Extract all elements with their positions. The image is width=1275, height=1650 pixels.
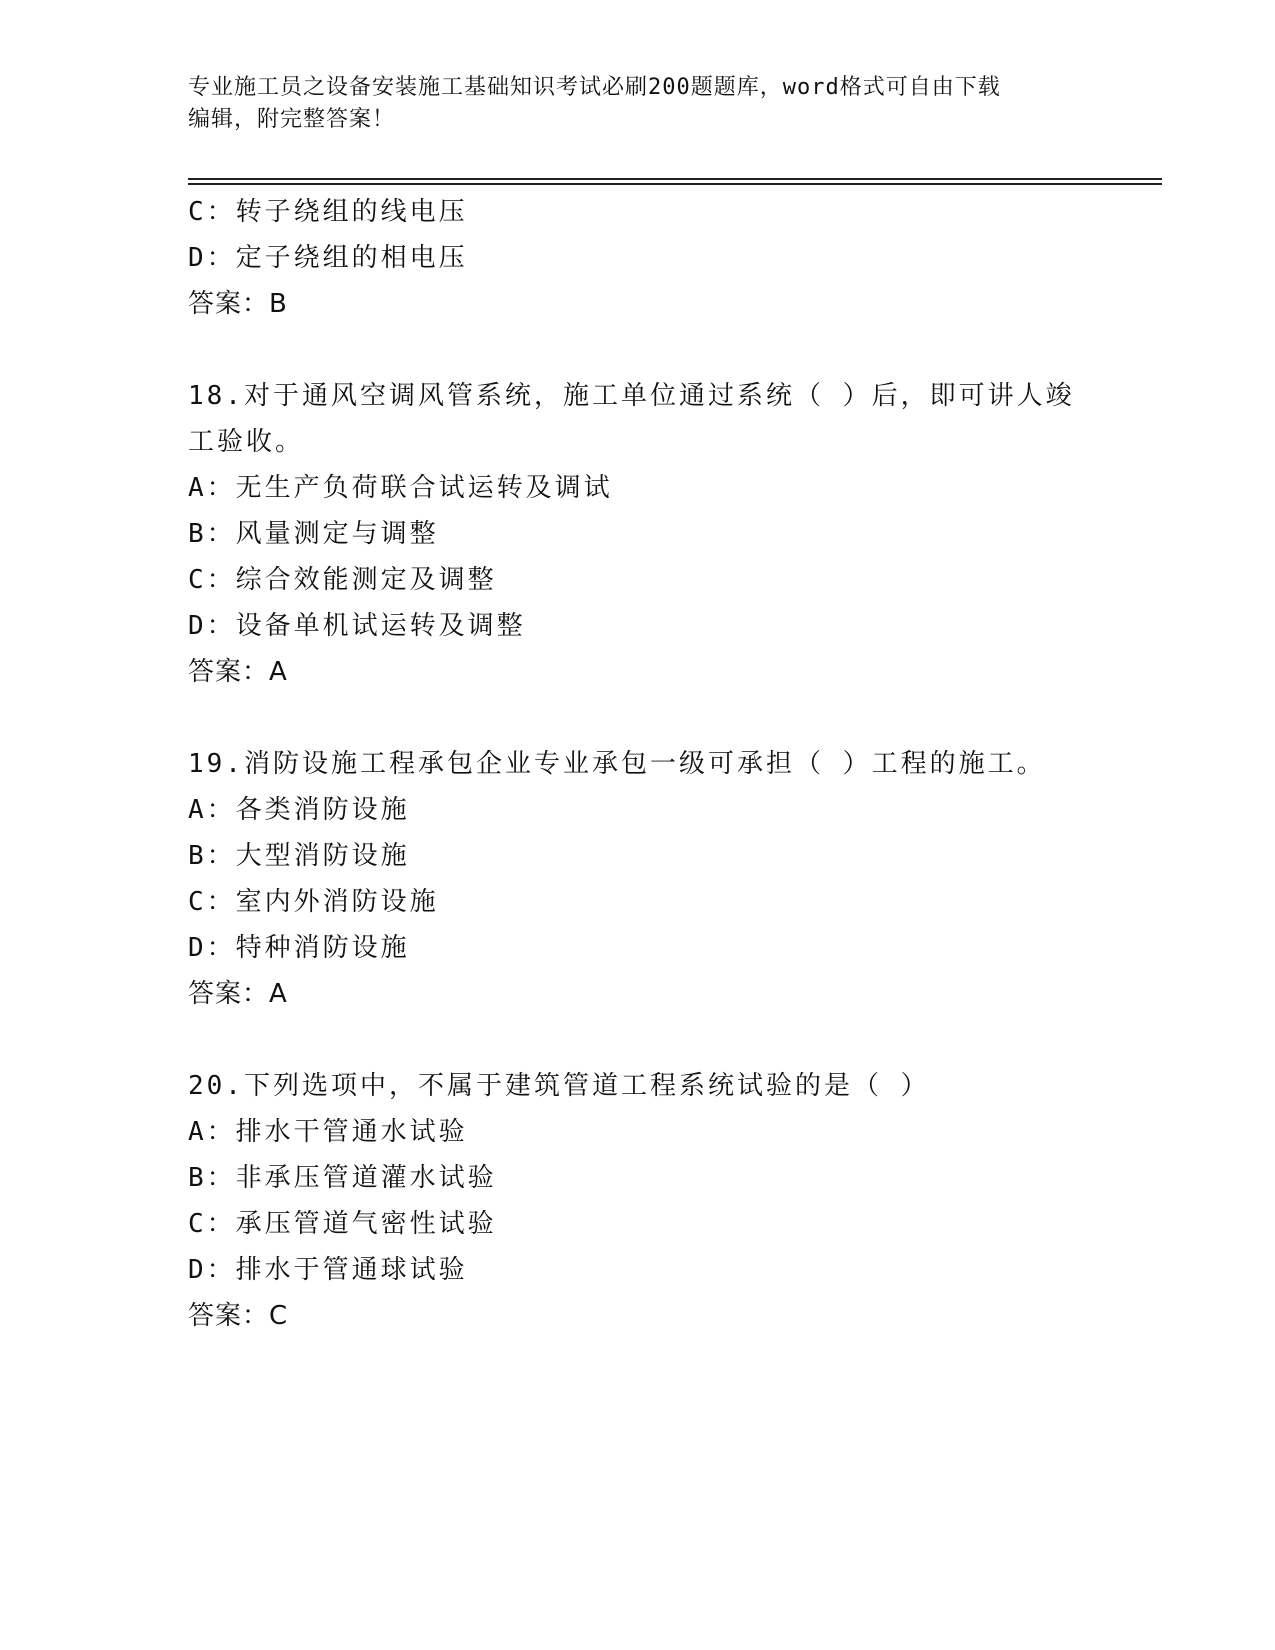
question-stem: 18.对于通风空调风管系统，施工单位通过系统（ ）后，即可讲人竣	[188, 381, 1075, 411]
question-18	[188, 373, 1088, 695]
option-d: D：排水于管通球试验	[188, 1255, 468, 1285]
header-line-2: 编辑，附完整答案！	[188, 107, 396, 132]
question-stem-continued: 工验收。	[188, 427, 305, 457]
option-b: B：大型消防设施	[188, 841, 410, 871]
option-c: C：转子绕组的线电压	[188, 197, 468, 227]
option-d: D：特种消防设施	[188, 933, 410, 963]
header-divider-bottom	[188, 183, 1162, 185]
option-a: A：排水干管通水试验	[188, 1117, 468, 1147]
question-20	[188, 1063, 1088, 1339]
option-b: B：非承压管道灌水试验	[188, 1163, 497, 1193]
header-line-1: 专业施工员之设备安装施工基础知识考试必刷200题题库，word格式可自由下载	[188, 75, 1001, 100]
header-divider-top	[188, 178, 1162, 180]
option-c: C：室内外消防设施	[188, 887, 439, 917]
spacer	[188, 695, 1088, 741]
option-a: A：各类消防设施	[188, 795, 410, 825]
option-a: A：无生产负荷联合试运转及调试	[188, 473, 613, 503]
answer: 答案：B	[188, 289, 288, 319]
document-header	[188, 72, 1088, 136]
spacer	[188, 327, 1088, 373]
answer: 答案：A	[188, 657, 288, 687]
option-d: D：定子绕组的相电压	[188, 243, 468, 273]
option-c: C：综合效能测定及调整	[188, 565, 497, 595]
spacer	[188, 1017, 1088, 1063]
answer: 答案：A	[188, 979, 288, 1009]
question-17-tail	[188, 189, 1088, 327]
answer: 答案：C	[188, 1301, 289, 1331]
question-stem: 20.下列选项中，不属于建筑管道工程系统试验的是（ ）	[188, 1071, 930, 1101]
option-b: B：风量测定与调整	[188, 519, 439, 549]
option-c: C：承压管道气密性试验	[188, 1209, 497, 1239]
question-stem: 19.消防设施工程承包企业专业承包一级可承担（ ）工程的施工。	[188, 749, 1046, 779]
question-19	[188, 741, 1088, 1017]
question-list	[188, 189, 1088, 1339]
option-d: D：设备单机试运转及调整	[188, 611, 526, 641]
